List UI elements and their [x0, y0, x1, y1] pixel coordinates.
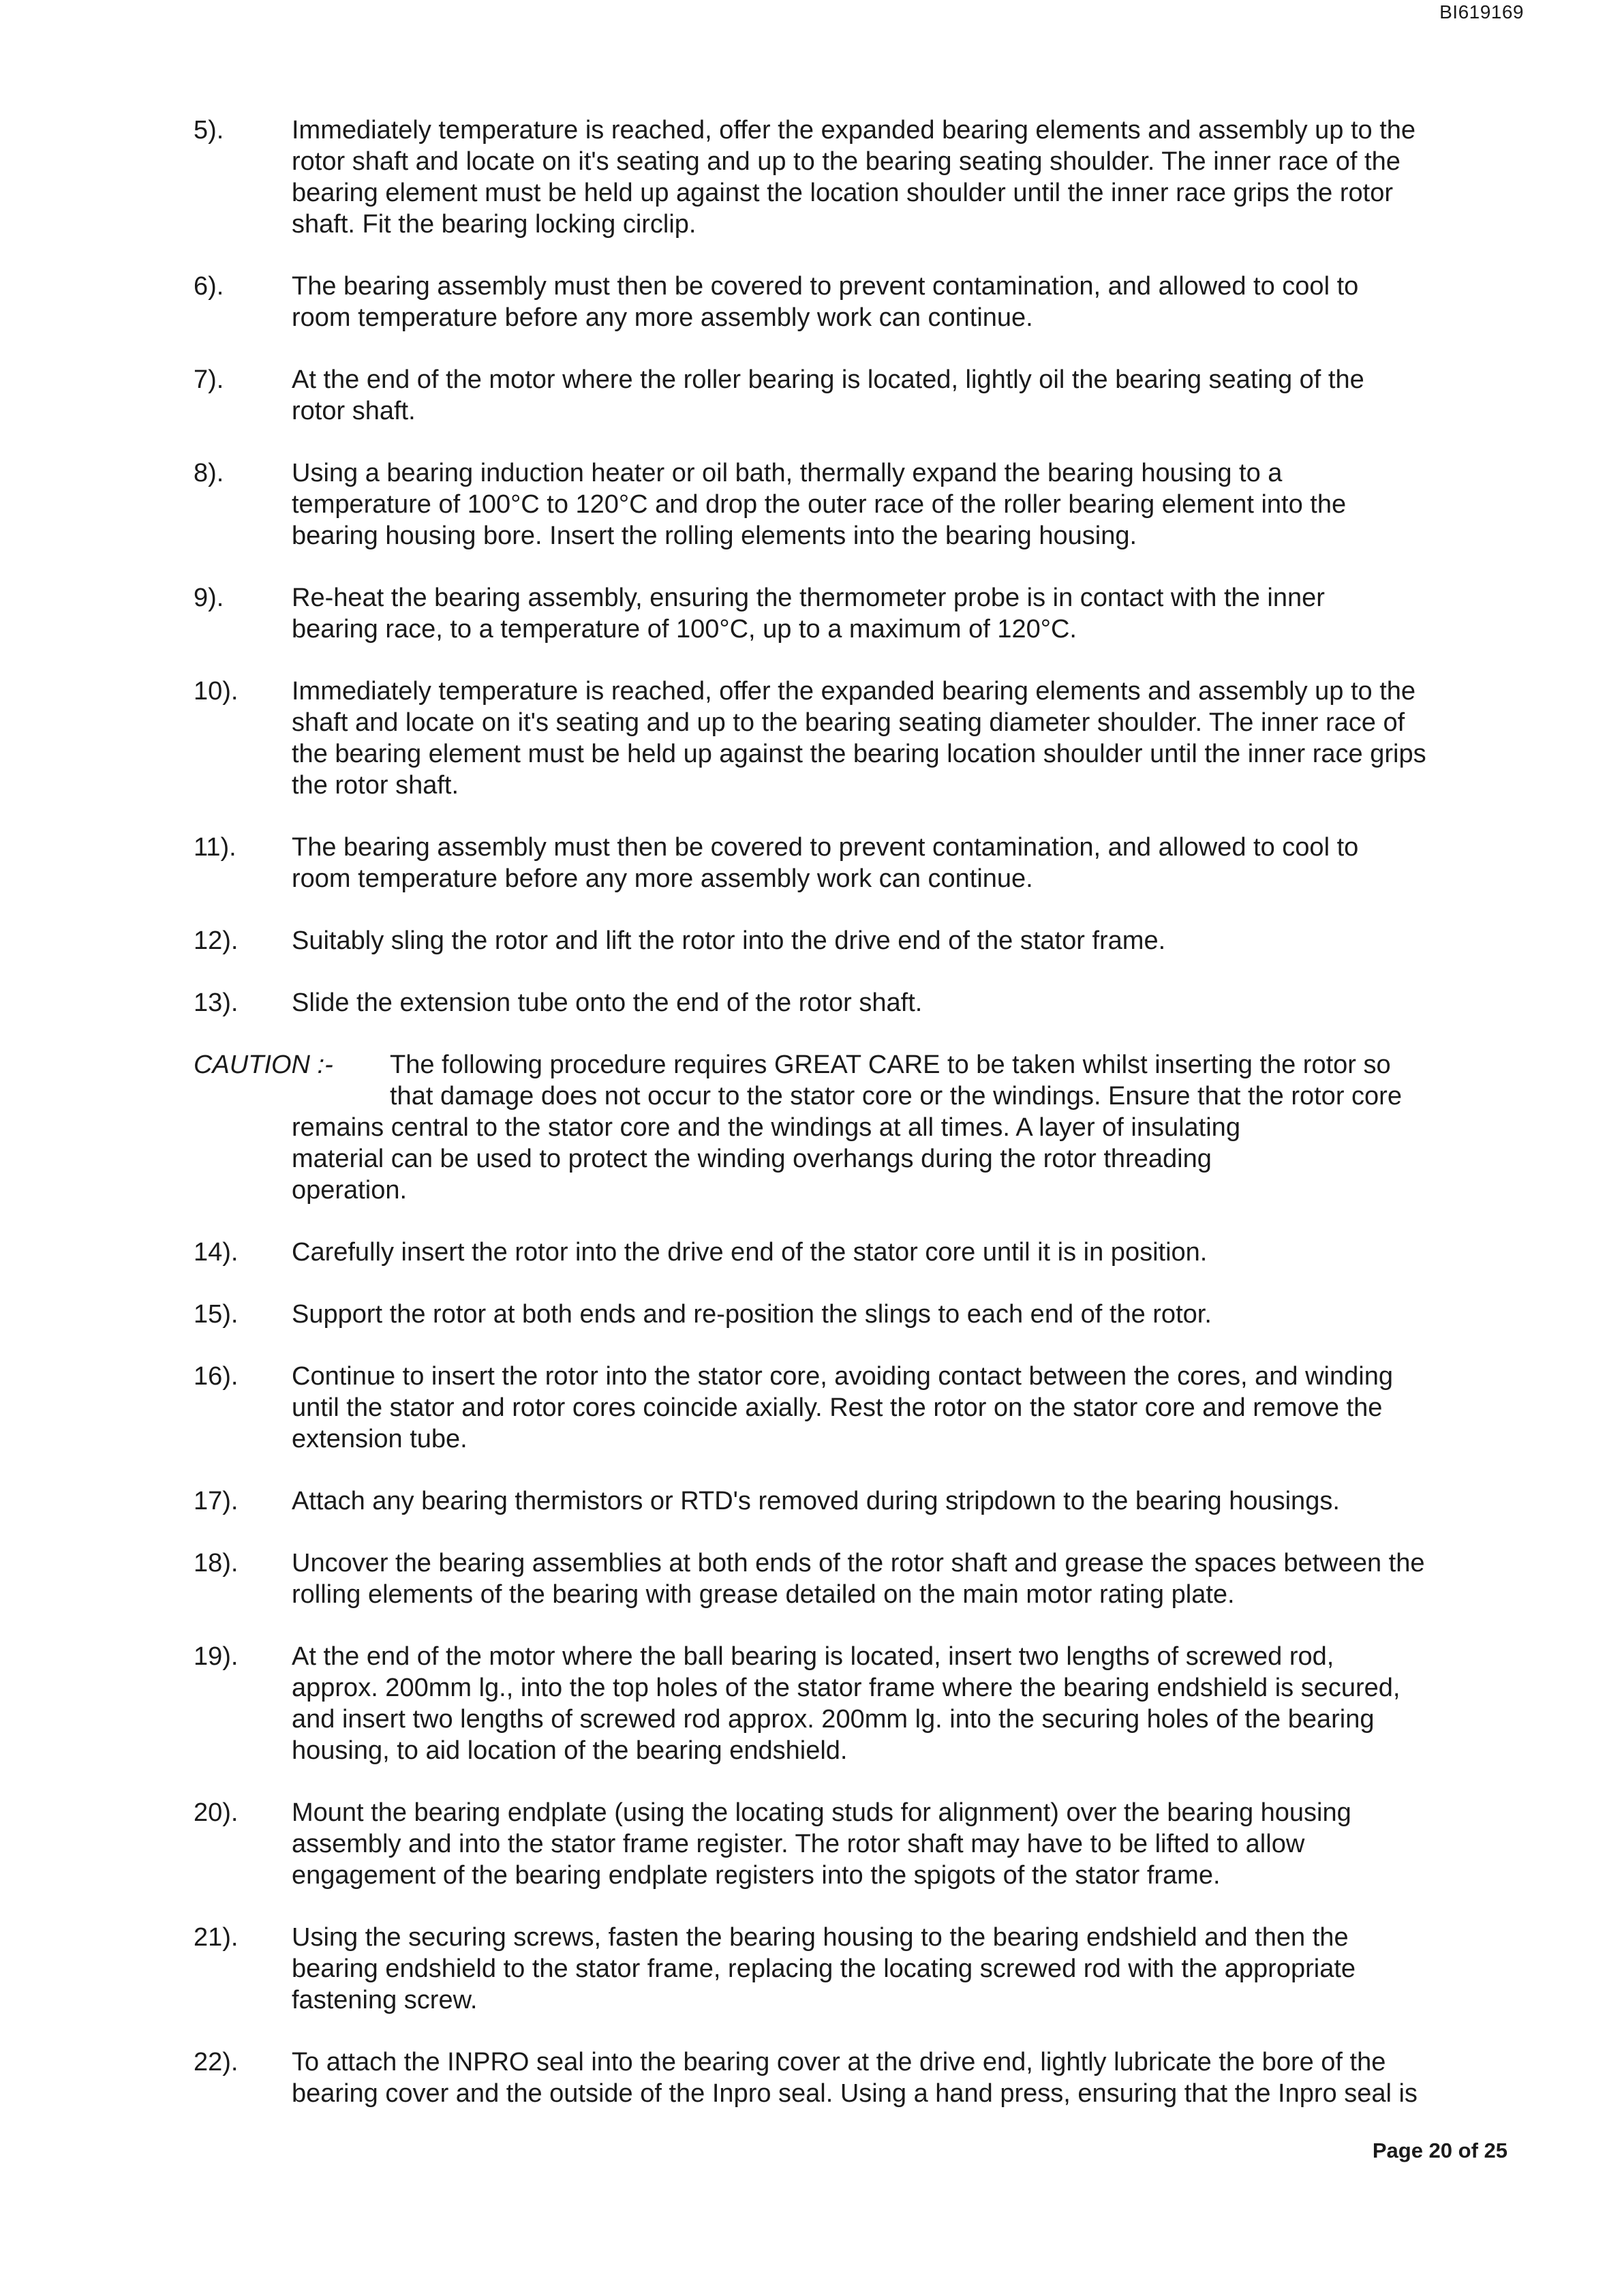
step-text: Using a bearing induction heater or oil bath, thermally expand the bearing housing to a temperature of 100°C to 120°C and drop the outer race of the roller bearing element into the bearing housing bore. Insert the rolling elements into the bearing housing.: [292, 459, 1347, 550]
step-text: At the end of the motor where the ball bearing is located, insert two lengths of screwed rod, approx. 200mm lg., into the top holes of the stator frame where the bearing endshield is secured, and insert two lengths of screwed rod approx. 200mm lg. into the securing holes of the bearing housing, to aid location of the bearing endshield.: [292, 1642, 1401, 1765]
step-number: 13).: [194, 988, 239, 1017]
step-text: Attach any bearing thermistors or RTD's removed during stripdown to the bearing housings.: [292, 1487, 1340, 1515]
step-number: 15).: [194, 1300, 239, 1329]
procedure-step: [194, 582, 1502, 645]
step-number: 22).: [194, 2048, 239, 2076]
caution-label: CAUTION :-: [194, 1051, 333, 1079]
step-text: Immediately temperature is reached, offer the expanded bearing elements and assembly up to the shaft and locate on it's seating and up to the bearing seating diameter shoulder. The inner race of the bearing element must be held up against the bearing location shoulder until the inner race grips the rotor shaft.: [292, 677, 1426, 800]
procedure-step: [194, 987, 1502, 1018]
step-text: The bearing assembly must then be covered to prevent contamination, and allowed to cool to room temperature before any more assembly work can continue.: [292, 833, 1359, 893]
step-number: 20).: [194, 1798, 239, 1827]
step-number: 19).: [194, 1642, 239, 1671]
procedure-step: [194, 1237, 1502, 1268]
procedure-step: [194, 1641, 1502, 1766]
procedure-step: [194, 1361, 1502, 1455]
procedure-step: [194, 1797, 1502, 1891]
procedure-step: [194, 457, 1502, 552]
step-text: Suitably sling the rotor and lift the rotor into the drive end of the stator frame.: [292, 926, 1166, 955]
procedure-step: [194, 1299, 1502, 1330]
step-number: 7).: [194, 365, 224, 394]
step-number: 21).: [194, 1923, 239, 1952]
procedure-step: [194, 115, 1502, 240]
procedure-step: [194, 1922, 1502, 2016]
caution-text-first: The following procedure requires GREAT CARE to be taken whilst inserting the rotor so that damage does not occur to the stator core or the windings. Ensure that the rotor core: [390, 1051, 1402, 1111]
step-number: 12).: [194, 926, 239, 955]
step-number: 18).: [194, 1549, 239, 1577]
step-number: 14).: [194, 1238, 239, 1267]
caution-block: [194, 1049, 1502, 1206]
step-text: Support the rotor at both ends and re-position the slings to each end of the rotor.: [292, 1300, 1212, 1329]
page-number: Page 20 of 25: [1372, 2139, 1508, 2162]
procedure-step: [194, 271, 1502, 333]
document-id: BI619169: [1439, 1, 1524, 22]
procedure-step: [194, 832, 1502, 894]
step-text: Uncover the bearing assemblies at both ends of the rotor shaft and grease the spaces between the rolling elements of the bearing with grease detailed on the main motor rating plate.: [292, 1549, 1425, 1609]
procedure-step: [194, 2046, 1502, 2109]
step-text: Mount the bearing endplate (using the locating studs for alignment) over the bearing housing assembly and into the stator frame register. The rotor shaft may have to be lifted to allow engagement of the bearing endplate registers into the spigots of the stator frame.: [292, 1798, 1351, 1890]
step-text: Continue to insert the rotor into the stator core, avoiding contact between the cores, and winding until the stator and rotor cores coincide axially. Rest the rotor on the stator core and remove the extension tube.: [292, 1362, 1393, 1453]
procedure-step: [194, 1547, 1502, 1610]
step-number: 6).: [194, 272, 224, 301]
procedure-step: [194, 676, 1502, 801]
step-number: 16).: [194, 1362, 239, 1391]
procedure-body: [194, 115, 1502, 2140]
step-text: Carefully insert the rotor into the drive end of the stator core until it is in position.: [292, 1238, 1208, 1267]
procedure-step: [194, 1485, 1502, 1517]
step-text: To attach the INPRO seal into the bearing cover at the drive end, lightly lubricate the bore of the bearing cover and the outside of the Inpro seal. Using a hand press, ensuring that the Inpro seal is: [292, 2048, 1418, 2108]
step-text: The bearing assembly must then be covered to prevent contamination, and allowed to cool to room temperature before any more assembly work can continue.: [292, 272, 1359, 332]
step-text: Slide the extension tube onto the end of the rotor shaft.: [292, 988, 923, 1017]
procedure-step: [194, 364, 1502, 427]
step-number: 10).: [194, 677, 239, 706]
step-text: At the end of the motor where the roller bearing is located, lightly oil the bearing seating of the rotor shaft.: [292, 365, 1364, 425]
step-number: 9).: [194, 584, 224, 612]
procedure-steps-after-caution: [194, 1237, 1502, 2109]
step-number: 17).: [194, 1487, 239, 1515]
step-number: 8).: [194, 459, 224, 487]
caution-text-rest: remains central to the stator core and the windings at all times. A layer of insulating material can be used to protect the winding overhangs during the rotor threading operation.: [292, 1113, 1240, 1205]
step-text: Immediately temperature is reached, offer the expanded bearing elements and assembly up to the rotor shaft and locate on it's seating and up to the bearing seating shoulder. The inner race of the bearing element must be held up against the location shoulder until the inner race grips the rotor shaft. Fit the bearing locking circlip.: [292, 116, 1416, 239]
step-number: 5).: [194, 116, 224, 145]
step-number: 11).: [194, 833, 236, 862]
procedure-step: [194, 925, 1502, 956]
procedure-steps-before-caution: [194, 115, 1502, 1018]
step-text: Re-heat the bearing assembly, ensuring the thermometer probe is in contact with the inner bearing race, to a temperature of 100°C, up to a maximum of 120°C.: [292, 584, 1325, 644]
step-text: Using the securing screws, fasten the bearing housing to the bearing endshield and then the bearing endshield to the stator frame, replacing the locating screwed rod with the appropriate fastening screw.: [292, 1923, 1356, 2014]
